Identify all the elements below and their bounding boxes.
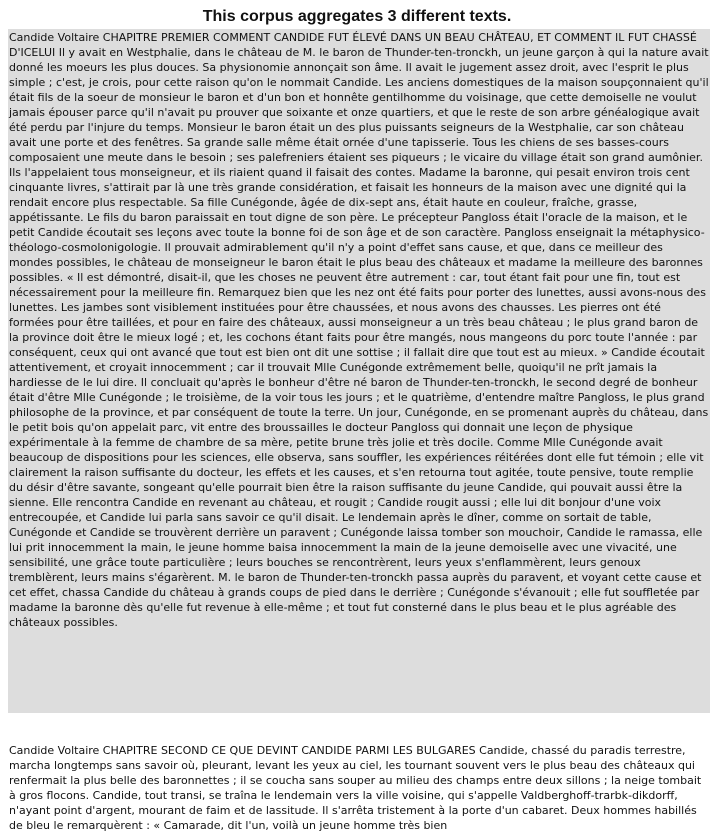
text-block-chapter-1 [8, 29, 710, 713]
text-block-chapter-2 [8, 743, 710, 832]
page-title: This corpus aggregates 3 different texts. [202, 8, 512, 25]
chapter-2-text: Candide Voltaire CHAPITRE SECOND CE QUE DEVINT CANDIDE PARMI LES BULGARES Candide, chassé du paradis terrestre, marcha longtemps sans savoir où, pleurant, levant les yeux au ciel, les tournant souvent vers le plus beau des châteaux qui renfermait la plus belle des baronnettes ; il se coucha sans souper au milieu des champs entre deux sillons ; la neige tombait à gros flocons. Candide, tout transi, se traîna le lendemain vers la ville voisine, qui s'appelle Valdberghoff-trarbk-dikdorff, n'ayant point d'argent, mourant de faim et de lassitude. Il s'arrêta tristement à la porte d'un cabaret. Deux hommes habillés de bleu le remarquèrent : « Camarade, dit l'un, voilà un jeune homme très bien [9, 744, 702, 832]
chapter-1-text: Candide Voltaire CHAPITRE PREMIER COMMENT CANDIDE FUT ÉLEVÉ DANS UN BEAU CHÂTEAU, ET COMMENT IL FUT CHASSÉ D'ICELUI Il y avait en Westphalie, dans le château de M. le baron de Thunder-ten-tronckh, un jeune garçon à qui la nature avait donné les moeurs les plus douces. Sa physionomie annonçait son âme. Il avait le jugement assez droit, avec l'esprit le plus simple ; c'est, je crois, pour cette raison qu'on le nommait Candide. Les anciens domestiques de la maison soupçonnaient qu'il était fils de la soeur de monsieur le baron et d'un bon et honnête gentilhomme du voisinage, que cette demoiselle ne voulut jamais épouser parce qu'il n'avait pu prouver que soixante et onze quartiers, et que le reste de son arbre généalogique avait été perdu par l'injure du temps. Monsieur le baron était un des plus puissants seigneurs de la Westphalie, car son château avait une porte et des fenêtres. Sa grande salle même était ornée d'une tapisserie. Tous les chiens de ses basses-cours composaient une meute dans le besoin ; ses palefreniers étaient ses piqueurs ; le vicaire du village était son grand aumônier. Ils l'appelaient tous monseigneur, et ils riaient quand il faisait des contes. Madame la baronne, qui pesait environ trois cent cinquante livres, s'attirait par là une très grande considération, et faisait les honneurs de la maison avec une dignité qui la rendait encore plus respectable. Sa fille Cunégonde, âgée de dix-sept ans, était haute en couleur, fraîche, grasse, appétissante. Le fils du baron paraissait en tout digne de son père. Le précepteur Pangloss était l'oracle de la maison, et le petit Candide écoutait ses leçons avec toute la bonne foi de son âge et de son caractère. Pangloss enseignait la métaphysico-théologo-cosmolonigologie. Il prouvait admirablement qu'il n'y a point d'effet sans cause, et que, dans ce meilleur des mondes possibles, le château de monseigneur le baron était le plus beau des châteaux et madame la meilleure des baronnes possibles. « Il est démontré, disait-il, que les choses ne peuvent être autrement : car, tout étant fait pour une fin, tout est nécessairement pour la meilleure fin. Remarquez bien que les nez ont été faits pour porter des lunettes, aussi avons-nous des lunettes. Les jambes sont visiblement instituées pour être chaussées, et nous avons des chausses. Les pierres ont été formées pour être taillées, et pour en faire des châteaux, aussi monseigneur a un très beau château ; le plus grand baron de la province doit être le mieux logé ; et, les cochons étant faits pour être mangés, nous mangeons du porc toute l'année : par conséquent, ceux qui ont avancé que tout est bien ont dit une sottise ; il fallait dire que tout est au mieux. » Candide écoutait attentivement, et croyait innocemment ; car il trouvait Mlle Cunégonde extrêmement belle, quoiqu'il ne prît jamais la hardiesse de le lui dire. Il concluait qu'après le bonheur d'être né baron de Thunder-ten-tronckh, le second degré de bonheur était d'être Mlle Cunégonde ; le troisième, de la voir tous les jours ; et le quatrième, d'entendre maître Pangloss, le plus grand philosophe de la province, et par conséquent de toute la terre. Un jour, Cunégonde, en se promenant auprès du château, dans le petit bois qu'on appelait parc, vit entre des broussailles le docteur Pangloss qui donnait une leçon de physique expérimentale à la femme de chambre de sa mère, petite brune très jolie et très docile. Comme Mlle Cunégonde avait beaucoup de dispositions pour les sciences, elle observa, sans souffler, les expériences réitérées dont elle fut témoin ; elle vit clairement la raison suffisante du docteur, les effets et les causes, et s'en retourna tout agitée, toute pensive, toute remplie du désir d'être savante, songeant qu'elle pourrait bien être la raison suffisante du jeune Candide, qui pouvait aussi être la sienne. Elle rencontra Candide en revenant au château, et rougit ; Candide rougit aussi ; elle lui dit bonjour d'une voix entrecoupée, et Candide lui parla sans savoir ce qu'il disait. Le lendemain après le dîner, comme on sortait de table, Cunégonde et Candide se trouvèrent derrière un paravent ; Cunégonde laissa tomber son mouchoir, Candide le ramassa, elle lui prit innocemment la main, le jeune homme baisa innocemment la main de la jeune demoiselle avec une vivacité, une sensibilité, une grâce toute particulière ; leurs bouches se rencontrèrent, leurs yeux s'enflammèrent, leurs genoux tremblèrent, leurs mains s'égarèrent. M. le baron de Thunder-ten-tronckh passa auprès du paravent, et voyant cette cause et cet effet, chassa Candide du château à grands coups de pied dans le derrière ; Cunégonde s'évanouit ; elle fut souffletée par madame la baronne dès qu'elle fut revenue à elle-même ; et tout fut consterné dans le plus beau et le plus agréable des châteaux possibles. [9, 31, 709, 629]
